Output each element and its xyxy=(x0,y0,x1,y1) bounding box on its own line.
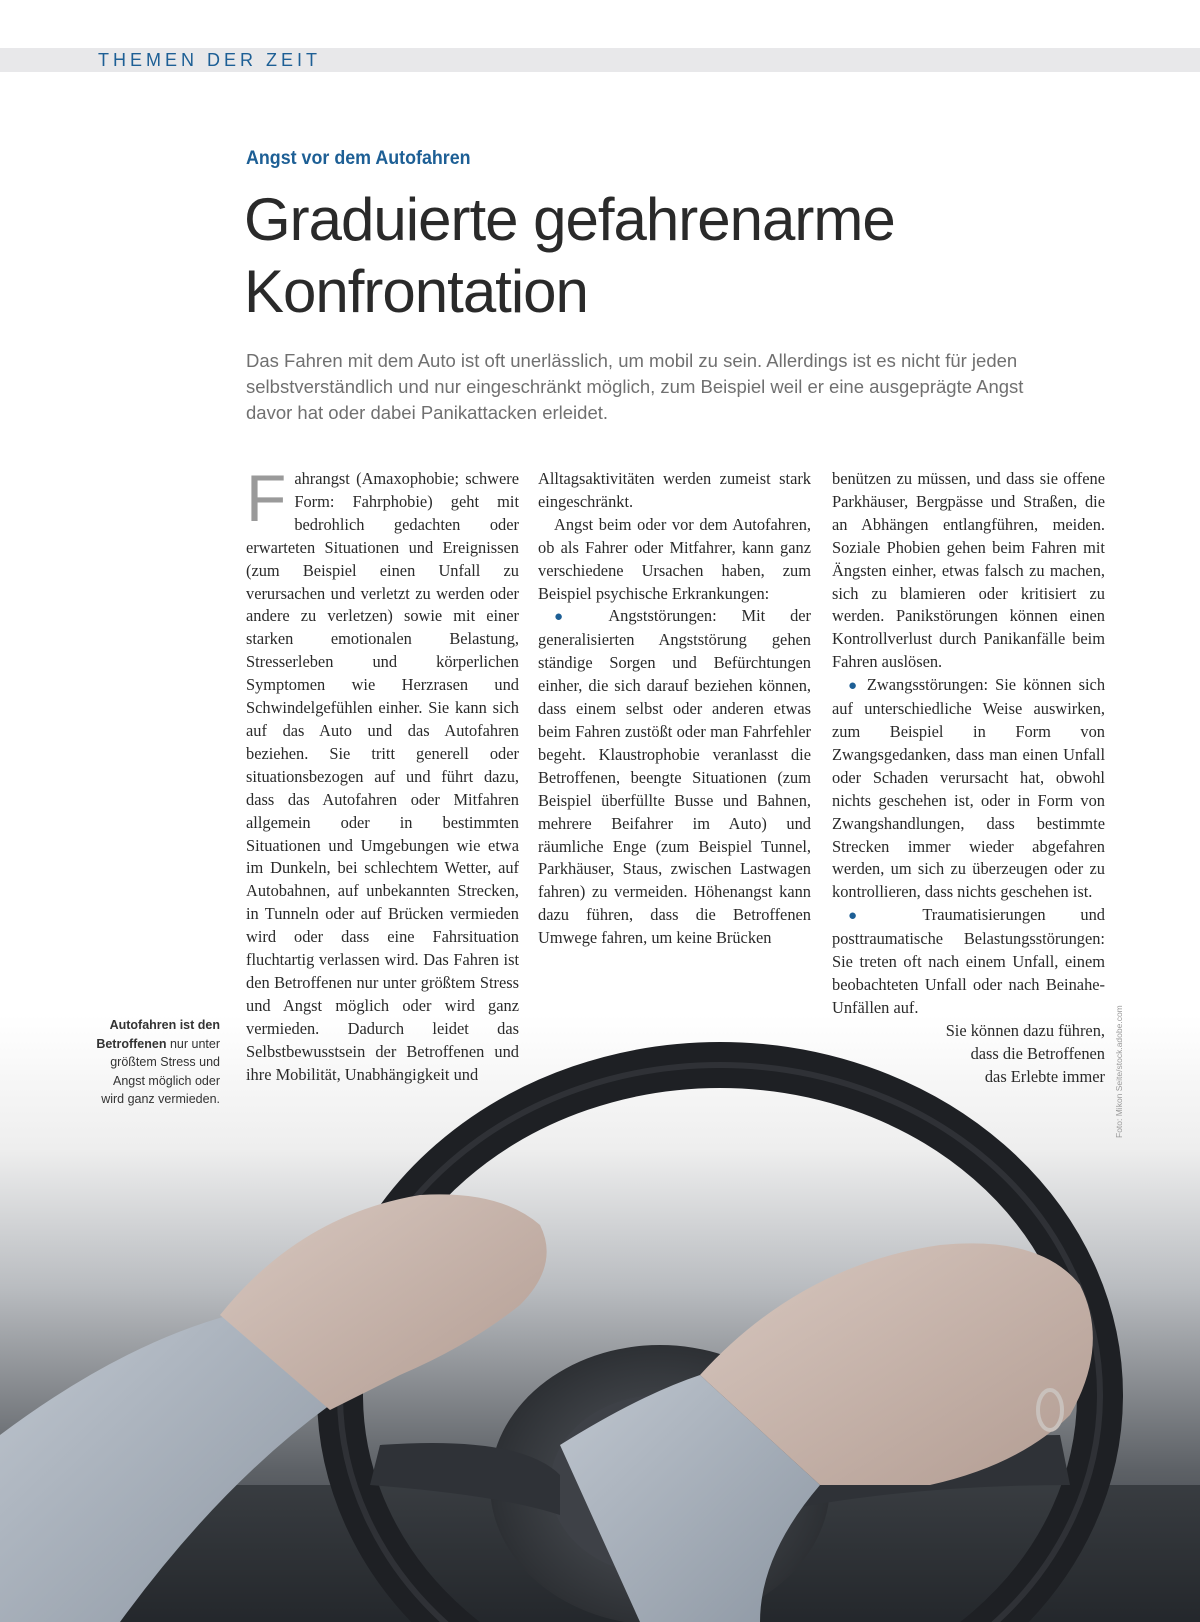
photo-caption xyxy=(96,1016,220,1109)
bullet-paragraph xyxy=(832,674,1105,904)
article-kicker: Angst vor dem Autofahren xyxy=(246,148,471,169)
text-column-1 xyxy=(246,461,519,1086)
bullet-paragraph xyxy=(832,904,1105,1088)
article-lead xyxy=(246,348,1086,426)
paragraph-text: ahrangst (Amaxophobie; schwere Form: Fahrphobie) geht mit bedrohlich gedachten oder erwarteten Situationen und Ereignissen (zum Beispiel einen Unfall zu verursachen und verletzt zu werden oder andere zu verletzen) sowie mit einer starken emotionalen Belastung, Stresserleben und körperlichen Symptomen wie Herzrasen und Schwindelgefühlen einher. Sie kann sich auf das Auto und das Autofahren beziehen. Sie tritt generell oder situationsbezogen auf und führt dazu, dass das Autofahren oder Mitfahren allgemein oder in bestimmten Situationen und Umgebungen wie etwa im Dunkeln, bei schlechtem Wetter, auf Autobahnen, auf unbekannten Strecken, in Tunneln oder auf Brücken vermieden wird oder dass eine Fahrsituation fluchtartig verlassen wird. Das Fahren ist den Betroffenen nur unter größtem Stress und Angst möglich oder wird ganz vermieden. Dadurch leidet das Selbstbewusstsein der Betroffenen und ihre Mobilität, Unabhängigkeit und xyxy=(246,469,519,1084)
body-paragraph: Alltagsaktivitäten werden zumeist stark eingeschränkt. xyxy=(538,469,811,511)
caption-text: nur unter größtem Stress und Angst möglich oder wird ganz vermieden. xyxy=(101,1036,220,1106)
photo-credit: Foto: Mikon Seite/stock.adobe.com xyxy=(1114,1005,1124,1138)
body-paragraph: benützen zu müssen, und dass sie offene Parkhäuser, Bergpässe und Straßen, die an Abhängen entlangführen, meiden. Soziale Phobien gehen beim Fahren mit Ängsten einher, etwas falsch zu machen, sich zu blamieren oder kritisiert zu werden. Panikstörungen können einen Kontrollverlust durch Panikanfälle beim Fahren auslösen. xyxy=(832,469,1105,672)
paragraph-tail-line: Sie können dazu führen, xyxy=(945,1020,1105,1040)
body-paragraph: Angst beim oder vor dem Autofahren, ob als Fahrer oder Mitfahrer, kann ganz verschiedene Ursachen haben, zum Beispiel psychische Erkrankungen: xyxy=(538,514,811,603)
lead-line: Das Fahren mit dem Auto ist oft unerlässlich, um mobil zu sein. Allerdings ist es nicht für jeden xyxy=(246,350,1018,371)
title-line: Graduierte gefahrenarme xyxy=(244,186,895,253)
article-title xyxy=(244,184,1004,328)
bullet-icon: ● xyxy=(848,908,923,925)
lead-line: davor hat oder dabei Panikattacken erleidet. xyxy=(246,402,609,423)
text-column-3 xyxy=(832,468,1105,1088)
body-paragraph xyxy=(246,461,519,1086)
bullet-paragraph xyxy=(538,605,811,950)
lead-line: selbstverständlich und nur eingeschränkt möglich, zum Beispiel weil er eine ausgeprägte Angst xyxy=(246,376,1024,397)
paragraph-text: Angststörungen: Mit der generalisierten Angststörung gehen ständige Sorgen und Befürchtungen einher, die sich darauf beziehen können, dass einem selbst oder anderen etwas beim Fahren zustößt oder man Fahrfehler begeht. Klaustrophobie veranlasst die Betroffenen, beengte Situationen (zum Beispiel überfüllte Busse und Bahnen, mehrere Beifahrer im Auto) und räumliche Enge (zum Beispiel Tunnel, Parkhäuser, Staus, zwischen Lastwagen fahren) zu vermeiden. Höhenangst kann dazu führen, dass die Betroffenen Umwege fahren, um keine Brücken xyxy=(538,606,811,948)
title-line: Konfrontation xyxy=(244,258,588,325)
caption-bold: Autofahren ist den Betroffenen xyxy=(96,1018,220,1051)
paragraph-text: Zwangsstörungen: Sie können sich auf unterschiedliche Weise auswirken, zum Beispiel in Form von Zwangsgedanken, dass man einen Unfall oder Schaden verursacht hat, obwohl nichts geschehen ist, oder in Form von Zwangshandlungen, dass bestimmte Strecken immer wieder abgefahren werden, um sich zu überzeugen oder zu kontrollieren, dass nichts geschehen ist. xyxy=(832,675,1106,902)
bullet-icon: ● xyxy=(554,609,609,626)
paragraph-text: Traumatisierungen und posttraumatische Belastungsstörungen: Sie treten oft nach einem Unfall, einem beobachteten Unfall oder nach Beinahe-Unfällen auf. xyxy=(832,905,1106,1017)
paragraph-tail-line: das Erlebte immer xyxy=(984,1066,1105,1086)
drop-cap: F xyxy=(246,461,287,535)
section-label: THEMEN DER ZEIT xyxy=(98,50,322,70)
paragraph-tail-line: dass die Betroffenen xyxy=(970,1043,1105,1063)
text-column-2 xyxy=(538,468,811,950)
bullet-icon: ● xyxy=(848,678,867,695)
